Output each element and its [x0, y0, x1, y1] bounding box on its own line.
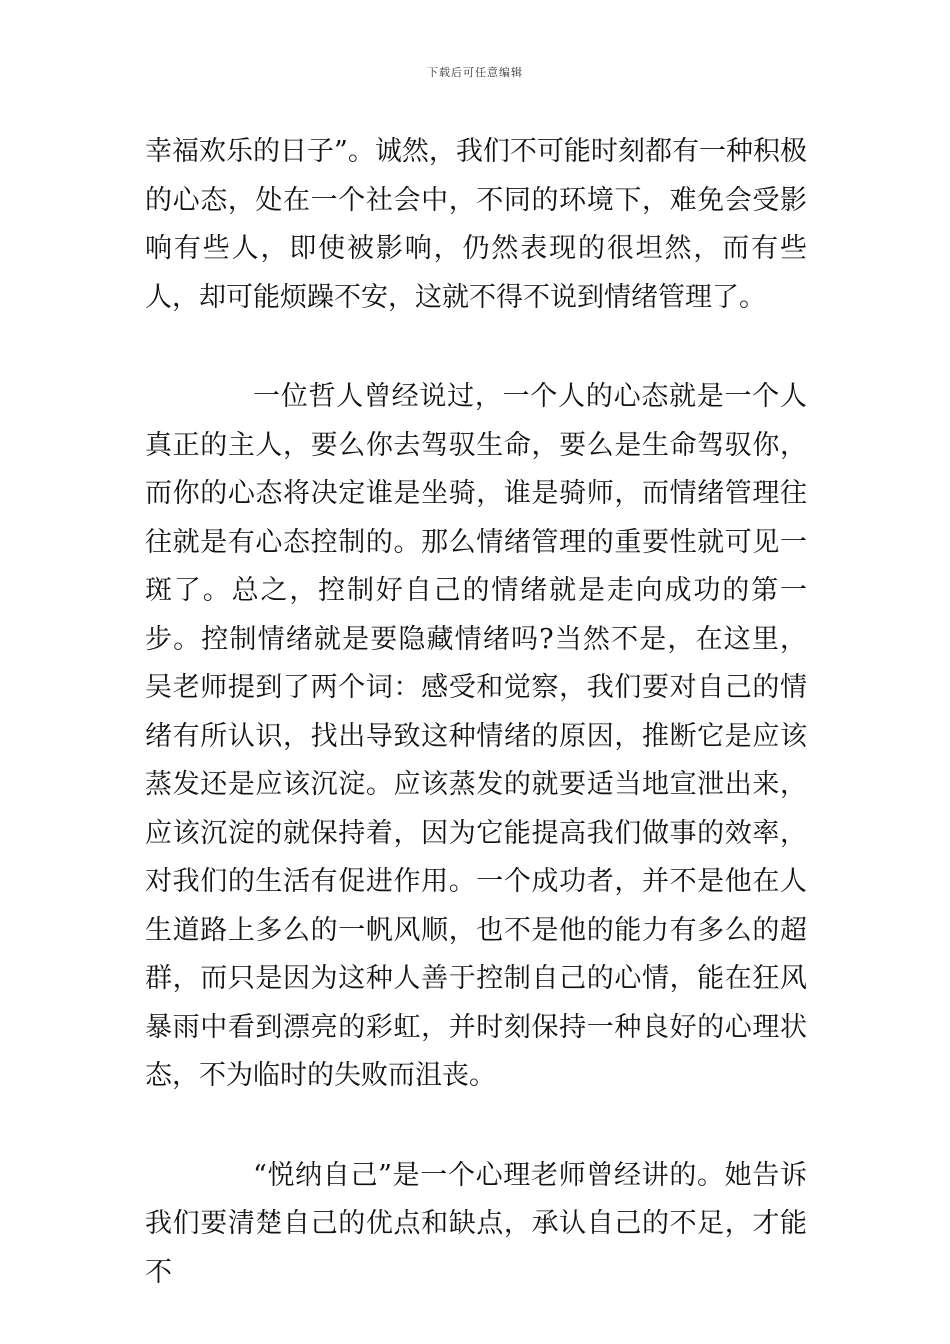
paragraph-gap — [145, 1101, 807, 1152]
document-body — [145, 128, 807, 1297]
paragraph-3: “悦纳自己”是一个心理老师曾经讲的。她告诉我们要清楚自己的优点和缺点，承认自己的不足，才能不 — [145, 1159, 807, 1288]
paragraph-2: 一位哲人曾经说过，一个人的心态就是一个人真正的主人，要么你去驾驭生命，要么是生命驾驭你，而你的心态将决定谁是坐骑，谁是骑师，而情绪管理往往就是有心态控制的。那么情绪管理的重要性就可见一斑了。总之，控制好自己的情绪就是走向成功的第一步。控制情绪就是要隐藏情绪吗?当然不是，在这里，吴老师提到了两个词：感受和觉察，我们要对自己的情绪有所认识，找出导致这种情绪的原因，推断它是应该蒸发还是应该沉淀。应该蒸发的就要适当地宣泄出来，应该沉淀的就保持着，因为它能提高我们做事的效率，对我们的生活有促进作用。一个成功者，并不是他在人生道路上多么的一帆风顺，也不是他的能力有多么的超群，而只是因为这种人善于控制自己的心情，能在狂风暴雨中看到漂亮的彩虹，并时刻保持一种良好的心理状态，不为临时的失败而沮丧。 — [145, 381, 807, 1091]
paragraph-1: 幸福欢乐的日子”。诚然，我们不可能时刻都有一种积极的心态，处在一个社会中，不同的环境下，难免会受影响有些人，即使被影响，仍然表现的很坦然，而有些人，却可能烦躁不安，这就不得不说到情绪管理了。 — [145, 136, 807, 313]
header-note: 下载后可任意编辑 — [427, 66, 523, 79]
paragraph-gap — [145, 322, 807, 373]
